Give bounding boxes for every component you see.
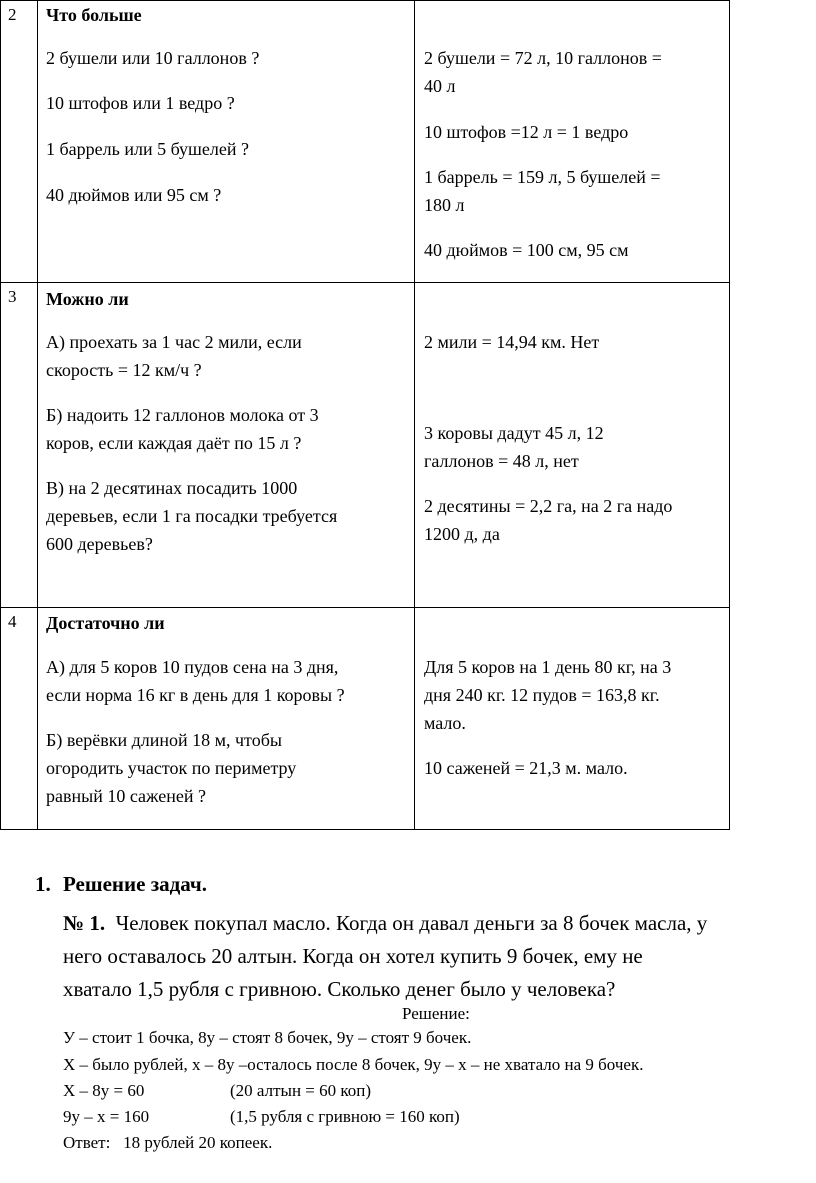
answer-line: 40 л xyxy=(424,76,456,96)
answer-line: 40 дюймов = 100 см, 95 см xyxy=(424,240,629,260)
task-line xyxy=(63,907,707,940)
answer-line: 3 коровы дадут 45 л, 12 xyxy=(424,423,604,443)
equation-note: (1,5 рубля с гривною = 160 коп) xyxy=(230,1107,460,1126)
question-line: огородить участок по периметру xyxy=(46,758,297,778)
question-cell xyxy=(38,283,415,608)
task-line: него оставалось 20 алтын. Когда он хотел купить 9 бочек, ему не xyxy=(63,944,643,968)
row-number: 3 xyxy=(1,283,38,608)
answer-line: мало. xyxy=(424,713,466,733)
answer-line: Для 5 коров на 1 день 80 кг, на 3 xyxy=(424,657,672,677)
equation: Х – 8у = 60 xyxy=(63,1081,145,1100)
table-row xyxy=(1,283,730,608)
question-line: Б) верёвки длиной 18 м, чтобы xyxy=(46,730,282,750)
answer-cell xyxy=(415,283,730,608)
question-line: 40 дюймов или 95 см ? xyxy=(46,185,222,205)
solution-title: Решение: xyxy=(402,1004,470,1023)
answer-cell xyxy=(415,608,730,830)
answer-line: дня 240 кг. 12 пудов = 163,8 кг. xyxy=(424,685,660,705)
section-title: Решение задач. xyxy=(63,872,208,896)
answer-line: 2 бушели = 72 л, 10 галлонов = xyxy=(424,48,662,68)
answer-line: галлонов = 48 л, нет xyxy=(424,451,579,471)
question-line: А) для 5 коров 10 пудов сена на 3 дня, xyxy=(46,657,339,677)
answer-line: 2 мили = 14,94 км. Нет xyxy=(424,332,600,352)
question-line: 1 баррель или 5 бушелей ? xyxy=(46,139,249,159)
section-heading xyxy=(35,872,207,897)
answer-line: 10 штофов =12 л = 1 ведро xyxy=(424,122,629,142)
section-number: 1. xyxy=(35,872,51,896)
table-row xyxy=(1,1,730,283)
row-number: 2 xyxy=(1,1,38,283)
question-line: 10 штофов или 1 ведро ? xyxy=(46,93,235,113)
question-line: если норма 16 кг в день для 1 коровы ? xyxy=(46,685,345,705)
question-cell xyxy=(38,608,415,830)
row-heading: Достаточно ли xyxy=(46,613,165,633)
question-line: Б) надоить 12 галлонов молока от 3 xyxy=(46,405,319,425)
row-heading: Что больше xyxy=(46,5,142,25)
question-cell xyxy=(38,1,415,283)
question-line: скорость = 12 км/ч ? xyxy=(46,360,202,380)
row-heading: Можно ли xyxy=(46,289,129,309)
equation: 9у – х = 160 xyxy=(63,1107,150,1126)
answer-cell xyxy=(415,1,730,283)
question-line: А) проехать за 1 час 2 мили, если xyxy=(46,332,302,352)
answer-line: 2 десятины = 2,2 га, на 2 га надо xyxy=(424,496,673,516)
equation-note: (20 алтын = 60 коп) xyxy=(230,1081,372,1100)
question-line: 2 бушели или 10 галлонов ? xyxy=(46,48,260,68)
solution-line: Х – было рублей, х – 8у –осталось после 8 бочек, 9у – х – не хватало на 9 бочек. xyxy=(63,1055,644,1074)
question-line: В) на 2 десятинах посадить 1000 xyxy=(46,478,298,498)
row-number: 4 xyxy=(1,608,38,830)
table-row xyxy=(1,608,730,830)
answer-line: 1200 д, да xyxy=(424,524,500,544)
question-line: равный 10 саженей ? xyxy=(46,786,206,806)
answer-line: 180 л xyxy=(424,195,465,215)
task-text: Человек покупал масло. Когда он давал деньги за 8 бочек масла, у xyxy=(115,911,708,935)
question-line: коров, если каждая даёт по 15 л ? xyxy=(46,433,302,453)
solution-line: У – стоит 1 бочка, 8у – стоят 8 бочек, 9у – стоят 9 бочек. xyxy=(63,1028,472,1047)
answer-line: 1 баррель = 159 л, 5 бушелей = xyxy=(424,167,661,187)
answer-line: 10 саженей = 21,3 м. мало. xyxy=(424,758,628,778)
question-line: 600 деревьев? xyxy=(46,534,153,554)
task-label: № 1. xyxy=(63,911,106,935)
question-line: деревьев, если 1 га посадки требуется xyxy=(46,506,338,526)
task-line: хватало 1,5 рубля с гривною. Сколько денег было у человека? xyxy=(63,977,616,1001)
answer-text: Ответ: 18 рублей 20 копеек. xyxy=(63,1133,273,1152)
